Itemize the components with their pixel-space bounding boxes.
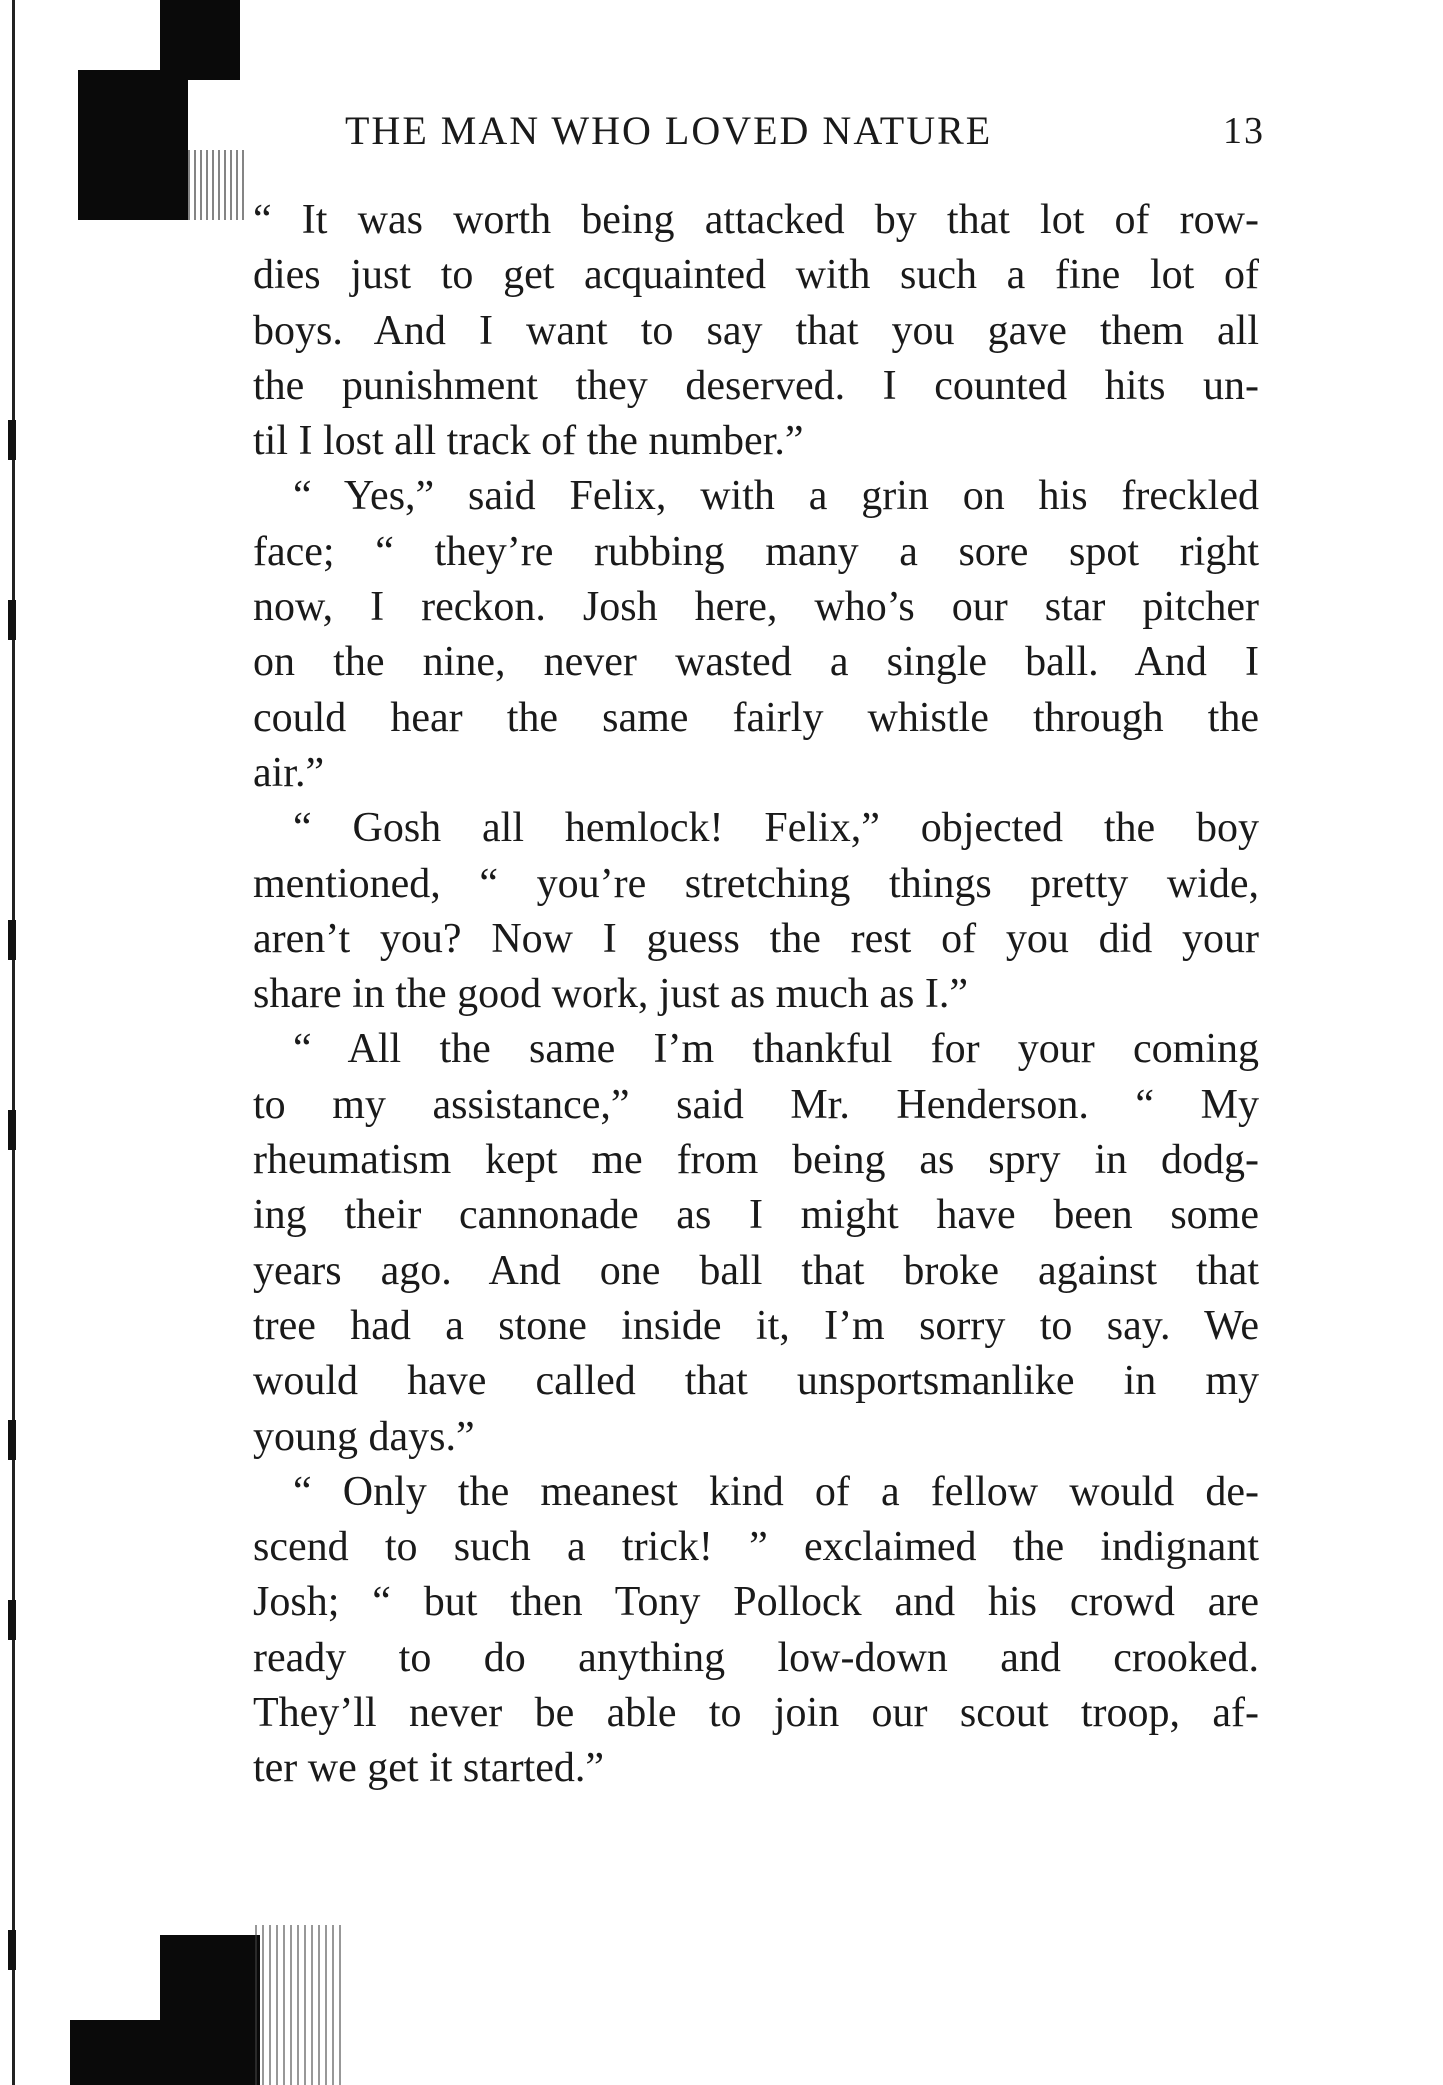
scan-edge-mark	[8, 1420, 16, 1460]
scan-edge-mark	[8, 420, 16, 460]
text-line: tree had a stone inside it, I’m sorry to say. We	[253, 1302, 1259, 1349]
binding-shadow-bottom	[160, 1935, 260, 2085]
text-line: They’ll never be able to join our scout troop, af-	[253, 1690, 1259, 1737]
text-line: air.”	[253, 749, 325, 796]
scan-edge-mark	[8, 920, 16, 960]
page-number: 13	[1223, 110, 1265, 152]
text-line: scend to such a trick! ” exclaimed the indignant	[253, 1524, 1259, 1571]
body-text	[253, 193, 1259, 1797]
text-line: til I lost all track of the number.”	[253, 418, 804, 465]
scan-edge-mark	[8, 1600, 16, 1640]
binding-shadow-top-stub	[160, 0, 240, 80]
text-line: young days.”	[253, 1413, 475, 1460]
text-line: years ago. And one ball that broke against that	[253, 1247, 1259, 1294]
binding-shadow-top	[78, 70, 188, 220]
binding-fray-bottom	[255, 1925, 345, 2085]
text-line: aren’t you? Now I guess the rest of you did your	[253, 915, 1259, 962]
binding-fray-top	[188, 150, 248, 220]
text-line: Josh; “ but then Tony Pollock and his crowd are	[253, 1579, 1259, 1626]
running-head: THE MAN WHO LOVED NATURE	[345, 108, 993, 153]
text-line: the punishment they deserved. I counted hits un-	[253, 362, 1259, 409]
text-line: to my assistance,” said Mr. Henderson. “ My	[253, 1081, 1259, 1128]
text-line: “ It was worth being attacked by that lot of row-	[253, 197, 1259, 243]
text-line: would have called that unsportsmanlike in my	[253, 1358, 1259, 1405]
page-header	[345, 106, 1265, 156]
text-line: “ All the same I’m thankful for your coming	[293, 1026, 1259, 1073]
binding-shadow-bottom-left	[70, 2020, 170, 2085]
text-line: ter we get it started.”	[253, 1745, 605, 1792]
scan-edge-mark	[8, 1110, 16, 1150]
text-line: mentioned, “ you’re stretching things pretty wide,	[253, 860, 1259, 907]
scan-edge-line	[12, 0, 15, 2085]
text-line: could hear the same fairly whistle through the	[253, 694, 1259, 741]
text-line: “ Yes,” said Felix, with a grin on his freckled	[293, 473, 1259, 520]
text-line: ready to do anything low-down and crooked.	[253, 1634, 1259, 1681]
text-line: “ Gosh all hemlock! Felix,” objected the boy	[293, 805, 1259, 852]
text-line: on the nine, never wasted a single ball. And I	[253, 639, 1259, 686]
text-line: now, I reckon. Josh here, who’s our star pitcher	[253, 584, 1259, 631]
text-line: boys. And I want to say that you gave them all	[253, 307, 1259, 354]
text-line: rheumatism kept me from being as spry in dodg-	[253, 1137, 1259, 1184]
text-line: share in the good work, just as much as I.”	[253, 971, 969, 1018]
text-line: “ Only the meanest kind of a fellow would de-	[293, 1468, 1259, 1515]
scan-edge-mark	[8, 1930, 16, 1970]
text-line: dies just to get acquainted with such a fine lot of	[253, 252, 1259, 299]
text-line: face; “ they’re rubbing many a sore spot right	[253, 528, 1259, 575]
scan-edge-mark	[8, 600, 16, 640]
text-line: ing their cannonade as I might have been some	[253, 1192, 1259, 1239]
